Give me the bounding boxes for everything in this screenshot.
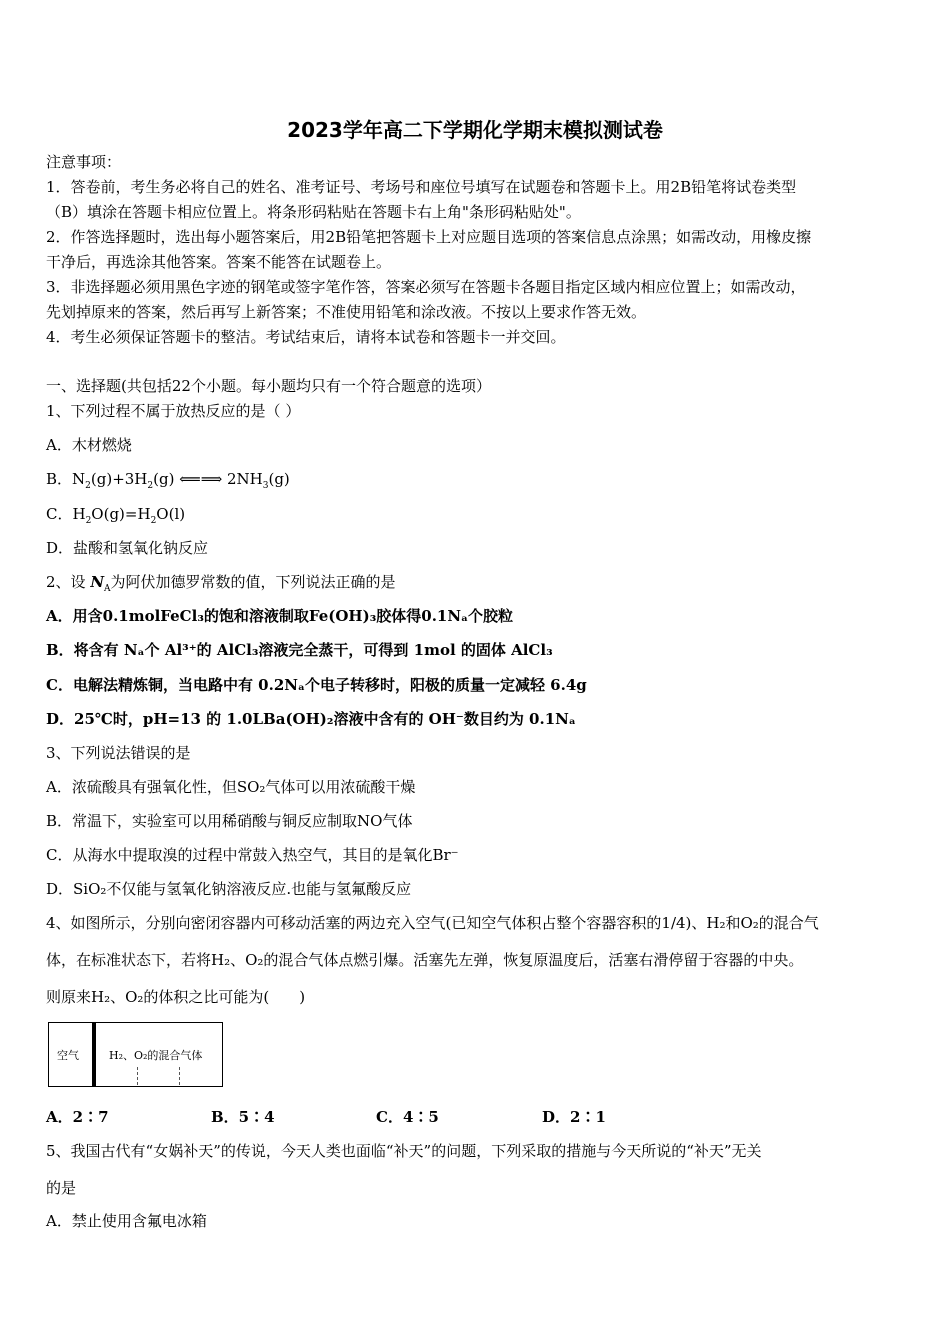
dashed-marker — [179, 1067, 180, 1085]
section-heading: 一、选择题(共包括22个小题。每小题均只有一个符合题意的选项） — [46, 377, 491, 395]
notice-line: 先划掉原来的答案，然后再写上新答案；不准使用铅笔和涂改液。不按以上要求作答无效。 — [46, 303, 647, 321]
q1-option-b — [46, 469, 290, 496]
notice-line: 4．考生必须保证答题卡的整洁。考试结束后，请将本试卷和答题卡一并交回。 — [46, 328, 566, 346]
q4-line: 4、如图所示，分别向密闭容器内可移动活塞的两边充入空气(已知空气体积占整个容器容积的1/4)、H₂和O₂的混合气 — [46, 914, 819, 932]
q5-line: 的是 — [46, 1179, 77, 1197]
q2-stem-text: 为阿伏加德罗常数的值，下列说法正确的是 — [110, 573, 396, 591]
notice-line: 干净后，再选涂其他答案。答案不能答在试题卷上。 — [46, 253, 392, 271]
q2-option-c: C．电解法精炼铜，当电路中有 0.2Nₐ个电子转移时，阳极的质量一定减轻 6.4g — [46, 676, 587, 694]
q2-stem — [46, 572, 396, 599]
q3-option-d: D．SiO₂不仅能与氢氧化钠溶液反应.也能与氢氟酸反应 — [46, 880, 412, 898]
q4-option-b: B．5∶4 — [211, 1108, 275, 1126]
q3-stem: 3、下列说法错误的是 — [46, 744, 191, 762]
q1-b-text: B．N — [46, 470, 86, 488]
q5-line: 5、我国古代有“女娲补天”的传说，今天人类也面临“补天”的问题，下列采取的措施与今天所说的“补天”无关 — [46, 1142, 762, 1160]
q1-option-a: A．木材燃烧 — [46, 436, 132, 454]
q3-option-c: C．从海水中提取溴的过程中常鼓入热空气，其目的是氧化Br⁻ — [46, 846, 459, 864]
notice-line: （B）填涂在答题卡相应位置上。将条形码粘贴在答题卡右上角"条形码粘贴处"。 — [46, 203, 581, 221]
page-title: 2023学年高二下学期化学期末模拟测试卷 — [287, 118, 663, 142]
q1-option-c — [46, 504, 185, 531]
q1-option-d: D．盐酸和氢氧化钠反应 — [46, 539, 209, 557]
q1-c-text: C．H — [46, 505, 86, 523]
q1-b-sub: 2 — [85, 481, 91, 491]
q2-stem-n: N — [90, 573, 105, 591]
q1-b-text: (g)+3H — [90, 470, 148, 488]
q1-b-text: (g) — [268, 470, 290, 488]
q1-stem: 1、下列过程不属于放热反应的是（ ） — [46, 402, 301, 420]
piston — [92, 1022, 96, 1087]
q1-c-sub: 2 — [85, 516, 92, 526]
diagram-label-air: 空气 — [57, 1049, 79, 1062]
notice-heading: 注意事项： — [46, 153, 122, 171]
notice-line: 3．非选择题必须用黑色字迹的钢笔或签字笔作答，答案必须写在答题卡各题目指定区域内相应位置上；如需改动， — [46, 278, 806, 296]
container-diagram — [48, 1022, 223, 1087]
q4-line: 则原来H₂、O₂的体积之比可能为( ) — [46, 988, 306, 1006]
q4-option-a: A．2∶7 — [46, 1108, 109, 1126]
q1-c-text: O(l) — [156, 505, 186, 523]
q3-option-b: B．常温下，实验室可以用稀硝酸与铜反应制取NO气体 — [46, 812, 413, 830]
q3-option-a: A．浓硫酸具有强氧化性，但SO₂气体可以用浓硫酸干燥 — [46, 778, 416, 796]
q1-c-sub: 2 — [150, 516, 157, 526]
q2-option-b: B．将含有 Nₐ个 Al³⁺的 AlCl₃溶液完全蒸干，可得到 1mol 的固体 AlCl₃ — [46, 641, 553, 659]
notice-line: 1．答卷前，考生务必将自己的姓名、准考证号、考场号和座位号填写在试题卷和答题卡上。用2B铅笔将试卷类型 — [46, 178, 797, 196]
q1-c-text: O(g)=H — [91, 505, 151, 523]
q2-stem-text: 2、设 — [46, 573, 91, 591]
diagram-label-mixture: H₂、O₂的混合气体 — [109, 1049, 203, 1062]
q2-option-a: A．用含0.1molFeCl₃的饱和溶液制取Fe(OH)₃胶体得0.1Nₐ个胶粒 — [46, 607, 514, 625]
q2-option-d: D．25℃时，pH=13 的 1.0LBa(OH)₂溶液中含有的 OH⁻数目约为 0.1Nₐ — [46, 710, 576, 728]
q4-option-c: C．4∶5 — [376, 1108, 439, 1126]
q5-option-a: A．禁止使用含氟电冰箱 — [46, 1212, 207, 1230]
q4-line: 体，在标准状态下，若将H₂、O₂的混合气体点燃引爆。活塞先左弹，恢复原温度后，活塞右滑停留于容器的中央。 — [46, 951, 804, 969]
notice-line: 2．作答选择题时，选出每小题答案后，用2B铅笔把答题卡上对应题目选项的答案信息点涂黑；如需改动，用橡皮擦 — [46, 228, 812, 246]
q2-stem-sub: A — [104, 584, 111, 594]
dashed-marker — [137, 1067, 138, 1085]
q1-b-sub: 2 — [147, 481, 154, 491]
q4-option-d: D．2∶1 — [542, 1108, 606, 1126]
q1-b-text: (g) ⟸⟹ 2NH — [153, 470, 263, 488]
q1-b-sub: 3 — [262, 481, 269, 491]
